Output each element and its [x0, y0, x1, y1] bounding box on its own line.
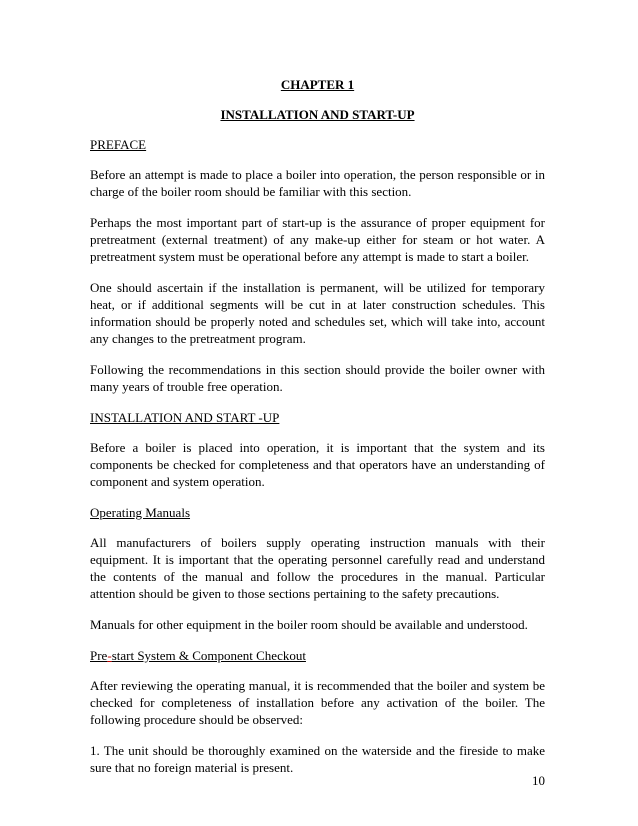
chapter-title: INSTALLATION AND START-UP — [220, 107, 415, 122]
page-content — [90, 76, 545, 790]
preface-paragraph-2: Perhaps the most important part of start-up is the assurance of proper equipment for pretreatment (external treatment) of any make-up either for steam or hot water. A pretreatment system must be operational before any attempt is made to start a boiler. — [90, 215, 545, 264]
preface-paragraph-3: One should ascertain if the installation is permanent, will be utilized for temporary heat, or if additional segments will be cut in at later construction schedules. This information should be properly noted and schedules set, which will take into, account any changes to the pretreatment program. — [90, 280, 545, 346]
page-number: 10 — [532, 773, 545, 788]
checkout-heading-part-2: start System & Component Checkout — [111, 648, 306, 663]
checkout-heading — [90, 647, 545, 664]
preface-paragraph-4: Following the recommendations in this section should provide the boiler owner with many years of trouble free operation. — [90, 362, 545, 394]
manuals-paragraph-1: All manufacturers of boilers supply operating instruction manuals with their equipment. It is important that the operating personnel carefully read and understand the contents of the manual and follow the procedures in the manual. Particular attention should be given to those sections pertaining to the safety precautions. — [90, 535, 545, 601]
preface-paragraph-1: Before an attempt is made to place a boiler into operation, the person responsible or in charge of the boiler room should be familiar with this section. — [90, 167, 545, 199]
checkout-paragraph-1: After reviewing the operating manual, it is recommended that the boiler and system be checked for completeness of installation before any activation of the boiler. The following procedure should be observed: — [90, 678, 545, 727]
operating-manuals-heading: Operating Manuals — [90, 505, 191, 520]
checkout-paragraph-2: 1. The unit should be thoroughly examined on the waterside and the fireside to make sure that no foreign material is present. — [90, 743, 545, 775]
preface-heading: PREFACE — [90, 137, 147, 152]
checkout-heading-part-1: Pre — [90, 648, 108, 663]
installation-heading: INSTALLATION AND START -UP — [90, 410, 280, 425]
chapter-label: CHAPTER 1 — [280, 77, 355, 92]
installation-paragraph: Before a boiler is placed into operation, it is important that the system and its components be checked for completeness and that operators have an understanding of component and system operation. — [90, 440, 545, 489]
manuals-paragraph-2: Manuals for other equipment in the boiler room should be available and understood. — [90, 617, 528, 632]
checkout-heading-dash: - — [107, 648, 112, 663]
